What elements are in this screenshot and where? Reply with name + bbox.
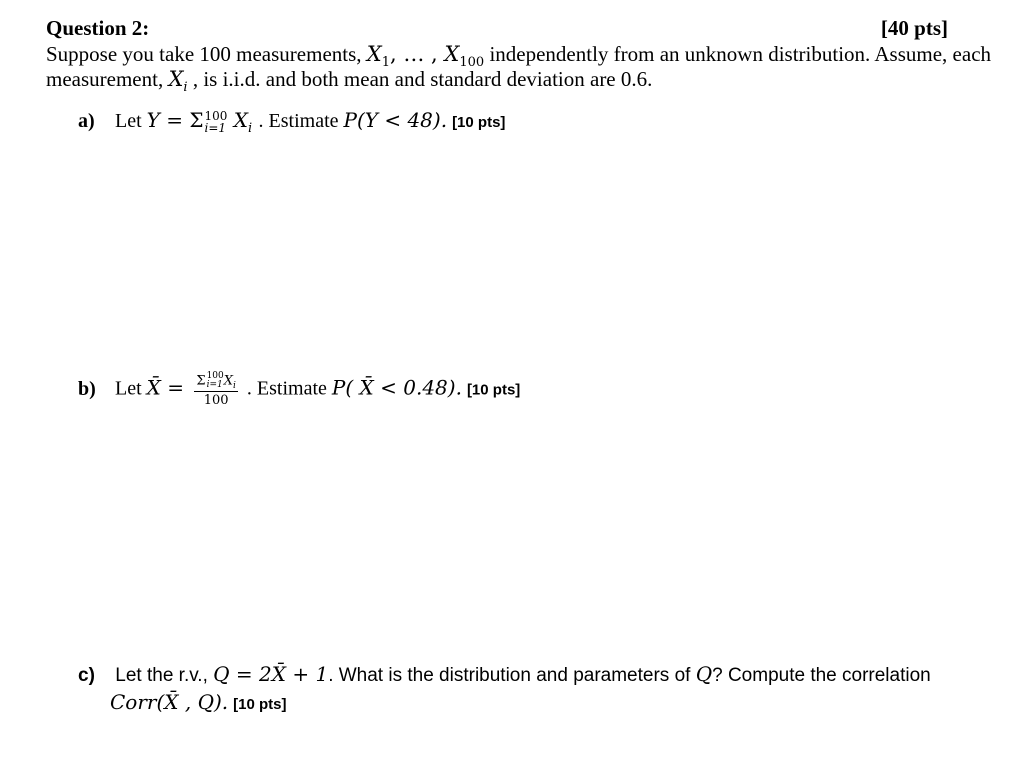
question-points: [40 pts] (880, 16, 948, 40)
intro-var-x100: $X_{100}$ (444, 42, 485, 71)
question-title: Question 2: (46, 16, 150, 40)
part-b-estimate: . Estimate (246, 377, 332, 400)
part-a-prob: P(Y < 48). (343, 108, 448, 132)
part-b-expr-lhs: X̄ = (146, 375, 191, 400)
part-a-estimate: . Estimate (258, 110, 344, 132)
part-c-q: Q (695, 662, 713, 686)
intro-line-2: measurement, $X_i$ , is i.i.d. and both mean and standard deviation are 0.6. (46, 67, 653, 96)
part-b (78, 372, 520, 408)
part-c (78, 662, 931, 687)
part-b-let: Let (115, 377, 147, 400)
part-c-expr: Q = 2X̄ + 1 (213, 662, 329, 686)
part-a-points: [10 pts] (452, 114, 506, 131)
part-a-let: Let (115, 110, 147, 132)
part-c-text-2: . What is the distribution and parameters of (328, 665, 696, 686)
part-a (78, 108, 505, 134)
part-a-expr-lhs: Y = (146, 108, 190, 132)
intro-text-2: independently from an unknown distribution. Assume, each (484, 42, 992, 66)
part-b-prob: P( X̄ < 0.48). (331, 375, 462, 400)
question-intro (46, 42, 996, 96)
part-c-text-3: ? Compute the correlation (712, 665, 931, 686)
intro-var-x1: $X_1$ (366, 42, 391, 71)
part-c-line-2 (110, 690, 286, 715)
part-a-sum: Σ 100 i=1 $X_i$ (189, 108, 253, 136)
intro-var-xi: $X_i$ (168, 67, 188, 96)
part-c-text-1: Let the r.v., (115, 665, 214, 686)
part-b-fraction: Σ 100 i=1 $X_i$ 100 (196, 371, 236, 408)
part-c-label: c) (78, 665, 95, 686)
part-c-corr: Corr(X̄ , Q). (110, 690, 229, 714)
intro-ellipsis: , … , (390, 42, 445, 66)
intro-text-1: Suppose you take 100 measurements, (46, 42, 367, 66)
part-c-points: [10 pts] (233, 696, 287, 713)
part-a-label: a) (78, 110, 95, 132)
part-b-points: [10 pts] (466, 381, 521, 399)
part-b-label: b) (78, 377, 96, 400)
